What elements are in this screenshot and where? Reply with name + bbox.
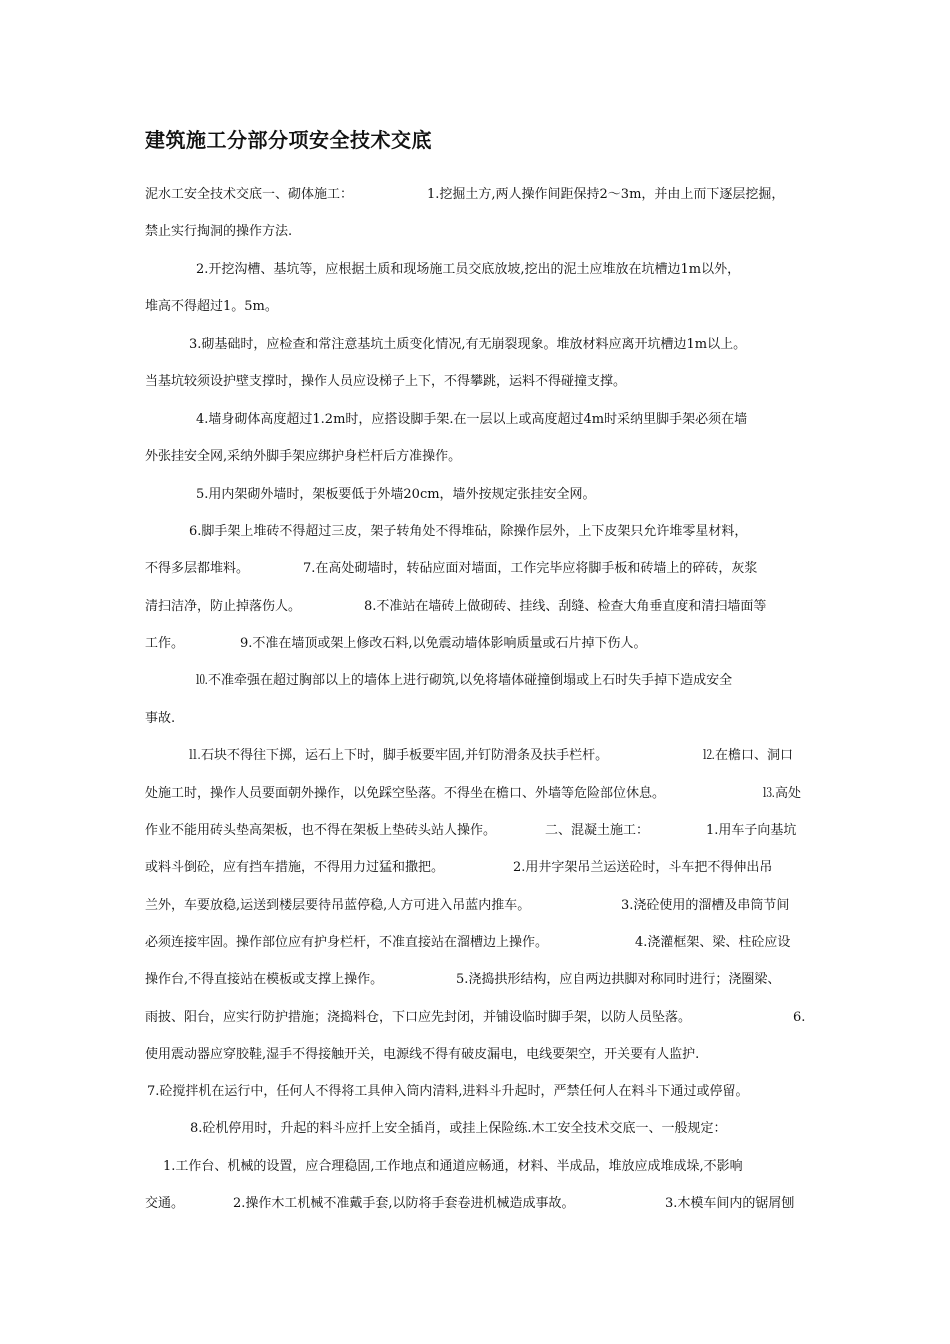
text-segment: 9.不准在墙顶或架上修改石料,以免震动墙体影响质量或石片掉下伤人。 — [240, 636, 647, 651]
text-line — [364, 599, 766, 615]
text-line — [145, 187, 353, 203]
text-segment: 雨披、阳台，应实行防护措施；浇捣料仓，下口应先封闭，并铺设临时脚手架，以防人员坠落。 — [145, 1010, 692, 1025]
text-segment: 3.浇砼使用的溜槽及串筒节间 — [621, 898, 790, 913]
text-line — [190, 1121, 727, 1137]
text-line — [621, 898, 789, 914]
text-line — [513, 860, 772, 876]
text-line — [145, 299, 278, 315]
text-segment: 2.开挖沟槽、基坑等，应根据土质和现场施工员交底放坡,挖出的泥土应堆放在坑槽边1m以外， — [196, 262, 741, 277]
text-segment: 二、混凝土施工： — [545, 823, 650, 838]
text-line — [145, 823, 496, 839]
text-line — [793, 1010, 805, 1026]
text-segment: 使用震动器应穿胶鞋,湿手不得接触开关，电源线不得有破皮漏电，电线要架空，开关要有人监护. — [145, 1047, 700, 1062]
text-line — [635, 935, 790, 951]
text-segment: 3.砌基础时，应检查和常注意基坑土质变化情况,有无崩裂现象。堆放材料应离开坑槽边1m以上。 — [189, 337, 747, 352]
text-line — [706, 823, 796, 839]
text-segment: 操作台,不得直接站在模板或支撑上操作。 — [145, 972, 384, 987]
text-line — [762, 786, 801, 802]
text-segment: 2.操作木工机械不准戴手套,以防将手套卷进机械造成事故。 — [233, 1196, 575, 1211]
text-segment: 2.用井字架吊兰运送砼时，斗车把不得伸出吊 — [513, 860, 773, 875]
text-segment: 5.用内架砌外墙时，架板要低于外墙20cm，墙外按规定张挂安全网。 — [196, 487, 596, 502]
text-segment: 7.在高处砌墙时，转砧应面对墙面，工作完毕应将脚手板和砖墙上的碎砖，灰浆 — [303, 561, 758, 576]
text-line — [163, 1159, 743, 1175]
text-line — [145, 224, 292, 240]
text-segment: 1.挖掘土方,两人操作间距保持2～3m，并由上而下逐层挖掘， — [427, 187, 785, 202]
text-line — [145, 449, 461, 465]
text-line — [145, 561, 249, 577]
text-segment: ⒑不准牵强在超过胸部以上的墙体上进行砌筑,以免将墙体碰撞倒塌或上石时失手掉下造成安全 — [195, 673, 733, 688]
text-line — [145, 711, 175, 727]
text-line — [665, 1196, 794, 1212]
text-line — [702, 748, 793, 764]
text-line — [147, 1084, 749, 1100]
text-segment: 必须连接牢固。操作部位应有护身栏杆，不准直接站在溜槽边上操作。 — [145, 935, 549, 950]
text-line — [303, 561, 757, 577]
text-line — [145, 1010, 691, 1026]
text-line — [427, 187, 784, 203]
text-line — [145, 786, 665, 802]
text-line — [196, 262, 740, 278]
text-segment: ⒒石块不得往下掷，运石上下时，脚手板要牢固,并钉防滑条及扶手栏杆。 — [188, 748, 609, 763]
text-line — [233, 1196, 575, 1212]
text-segment: 工作。 — [145, 636, 185, 651]
text-line — [240, 636, 647, 652]
text-segment: 处施工时，操作人员要面朝外操作，以免踩空坠落。不得坐在檐口、外墙等危险部位休息。 — [145, 786, 666, 801]
text-segment: 7.砼搅拌机在运行中，任何人不得将工具伸入筒内清料,进料斗升起时，严禁任何人在料斗下通过或停留。 — [147, 1084, 749, 1099]
text-line — [145, 1047, 699, 1063]
text-segment: 6. — [793, 1010, 806, 1025]
text-segment: 8.砼机停用时，升起的料斗应扦上安全插肖，或挂上保险练.木工安全技术交底一、一般规定： — [190, 1121, 727, 1136]
text-segment: 兰外，车要放稳,运送到楼层要待吊蓝停稳,人方可进入吊蓝内推车。 — [145, 898, 531, 913]
text-segment: 当基坑较须设护壁支撑时，操作人员应设梯子上下，不得攀跳，运料不得碰撞支撑。 — [145, 374, 627, 389]
text-line — [189, 524, 747, 540]
text-line — [196, 412, 747, 428]
text-segment: 8.不准站在墙砖上做砌砖、挂线、刮缝、检查大角垂直度和清扫墙面等 — [364, 599, 767, 614]
text-segment: 6.脚手架上堆砖不得超过三皮，架子转角处不得堆砧，除操作层外，上下皮架只允许堆零星材料， — [189, 524, 748, 539]
document-title: 建筑施工分部分项安全技术交底 — [145, 128, 432, 152]
text-line — [545, 823, 649, 839]
text-line — [145, 374, 626, 390]
text-line — [145, 972, 383, 988]
text-segment: 1.用车子向基坑 — [706, 823, 797, 838]
text-segment: 外张挂安全网,采纳外脚手架应绑护身栏杆后方准操作。 — [145, 449, 462, 464]
text-line — [145, 860, 444, 876]
text-segment: 3.木模车间内的锯屑刨 — [665, 1196, 795, 1211]
text-segment: 1.工作台、机械的设置，应合理稳固,工作地点和通道应畅通，材料、半成品，堆放应成堆成垛,不影响 — [163, 1159, 743, 1174]
text-segment: 不得多层都堆料。 — [145, 561, 250, 576]
text-line — [145, 1196, 184, 1212]
text-line — [456, 972, 780, 988]
text-segment: 4.浇灌框架、梁、柱砼应设 — [635, 935, 791, 950]
text-line — [189, 337, 746, 353]
text-line — [145, 935, 548, 951]
text-line — [196, 487, 596, 503]
text-segment: 堆高不得超过1。5m。 — [145, 299, 278, 314]
text-segment: ⒓在檐口、洞口 — [702, 748, 794, 763]
text-segment: 事故. — [145, 711, 176, 726]
text-segment: 禁止实行掏洞的操作方法. — [145, 224, 293, 239]
text-line — [145, 599, 301, 615]
text-segment: 清扫洁净，防止掉落伤人。 — [145, 599, 302, 614]
text-segment: 作业不能用砖头垫高架板，也不得在架板上垫砖头站人操作。 — [145, 823, 497, 838]
text-line — [195, 673, 732, 689]
text-segment: 4.墙身砌体高度超过1.2m时，应搭设脚手架.在一层以上或高度超过4m时采纳里脚手架必须在墙 — [196, 412, 748, 427]
text-segment: 或料斗倒砼，应有挡车措施，不得用力过猛和撒把。 — [145, 860, 445, 875]
text-line — [188, 748, 608, 764]
text-segment: ⒔高处 — [762, 786, 802, 801]
text-line — [145, 636, 184, 652]
text-segment: 泥水工安全技术交底一、砌体施工： — [145, 187, 354, 202]
text-segment: 交通。 — [145, 1196, 185, 1211]
text-segment: 5.浇捣拱形结构，应自两边拱脚对称同时进行；浇圈梁、 — [456, 972, 781, 987]
text-line — [145, 898, 530, 914]
